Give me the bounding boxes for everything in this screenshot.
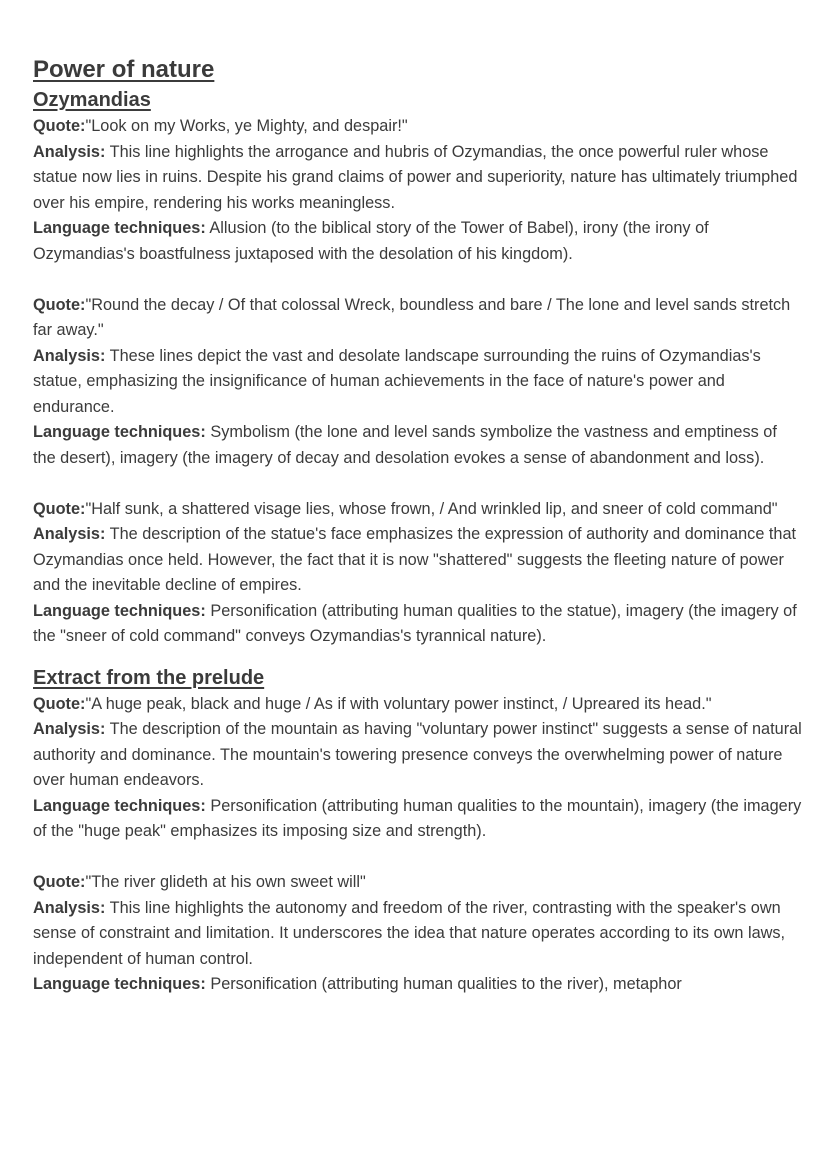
quote-line	[33, 692, 803, 718]
analysis-line	[33, 896, 803, 973]
techniques-line	[33, 216, 803, 267]
quote-text: "Half sunk, a shattered visage lies, whose frown, / And wrinkled lip, and sneer of cold command"	[85, 499, 778, 518]
analysis-label: Analysis:	[33, 346, 106, 365]
techniques-label: Language techniques:	[33, 796, 206, 815]
quote-text: "The river glideth at his own sweet will"	[85, 873, 366, 891]
analysis-line	[33, 522, 803, 599]
techniques-line	[33, 794, 803, 845]
entry	[33, 293, 803, 472]
techniques-label: Language techniques:	[33, 219, 206, 237]
techniques-label: Language techniques:	[33, 975, 206, 993]
quote-label: Quote:	[33, 499, 86, 518]
techniques-text: Symbolism (the lone and level sands symbolize the vastness and emptiness of the desert), imagery (the imagery of decay and desolation evokes a sense of abandonment and loss).	[33, 423, 777, 467]
entry	[33, 114, 803, 267]
entry	[33, 497, 803, 650]
techniques-text: Personification (attributing human qualities to the statue), imagery (the imagery of the "sneer of cold command" conveys Ozymandias's tyrannical nature).	[33, 601, 797, 645]
analysis-text: This line highlights the arrogance and hubris of Ozymandias, the once powerful ruler whose statue now lies in ruins. Despite his grand claims of power and superiority, nature has ultimately triumphed over his empire, rendering his works meaningless.	[33, 142, 798, 212]
quote-text: "Round the decay / Of that colossal Wreck, boundless and bare / The lone and level sands stretch far away."	[33, 295, 791, 339]
quote-label: Quote:	[33, 873, 86, 891]
quote-label: Quote:	[33, 117, 86, 135]
analysis-label: Analysis:	[33, 720, 106, 738]
analysis-text: This line highlights the autonomy and freedom of the river, contrasting with the speaker's own sense of constraint and limitation. It underscores the idea that nature operates according to its own laws, independent of human control.	[33, 898, 786, 968]
analysis-label: Analysis:	[33, 898, 106, 917]
quote-label: Quote:	[33, 694, 86, 713]
quote-line	[33, 497, 803, 523]
analysis-line	[33, 717, 803, 794]
quote-line	[33, 870, 803, 896]
analysis-label: Analysis:	[33, 142, 106, 161]
analysis-line	[33, 140, 803, 217]
section-heading-ozymandias: Ozymandias	[33, 89, 151, 111]
entry	[33, 692, 803, 845]
analysis-text: These lines depict the vast and desolate landscape surrounding the ruins of Ozymandias's statue, emphasizing the insignificance of human achievements in the face of nature's power and endurance.	[33, 346, 761, 416]
techniques-text: Personification (attributing human qualities to the river), metaphor	[210, 975, 682, 993]
analysis-text: The description of the mountain as having "voluntary power instinct" suggests a sense of natural authority and dominance. The mountain's towering presence conveys the overwhelming power of nature over human endeavors.	[33, 720, 802, 789]
quote-text: "A huge peak, black and huge / As if with voluntary power instinct, / Upreared its head."	[85, 694, 712, 713]
techniques-line	[33, 420, 803, 471]
quote-line	[33, 293, 803, 344]
page-title: Power of nature	[33, 56, 215, 83]
document	[33, 54, 803, 1023]
quote-label: Quote:	[33, 295, 86, 314]
analysis-text: The description of the statue's face emphasizes the expression of authority and dominance that Ozymandias once held. However, the fact that it is now "shattered" suggests the fleeting nature of power and the inevitable decline of empires.	[33, 525, 797, 594]
analysis-label: Analysis:	[33, 525, 106, 543]
techniques-label: Language techniques:	[33, 601, 206, 620]
techniques-text: Personification (attributing human qualities to the mountain), imagery (the imagery of the "huge peak" emphasizes its imposing size and strength).	[33, 796, 802, 840]
techniques-line	[33, 972, 803, 998]
quote-text: "Look on my Works, ye Mighty, and despair!"	[85, 117, 408, 135]
techniques-line	[33, 599, 803, 650]
entry	[33, 870, 803, 998]
section-heading-prelude: Extract from the prelude	[33, 666, 265, 689]
techniques-text: Allusion (to the biblical story of the Tower of Babel), irony (the irony of Ozymandias's boastfulness juxtaposed with the desolation of his kingdom).	[33, 219, 709, 263]
analysis-line	[33, 344, 803, 421]
techniques-label: Language techniques:	[33, 423, 206, 441]
quote-line	[33, 114, 803, 140]
